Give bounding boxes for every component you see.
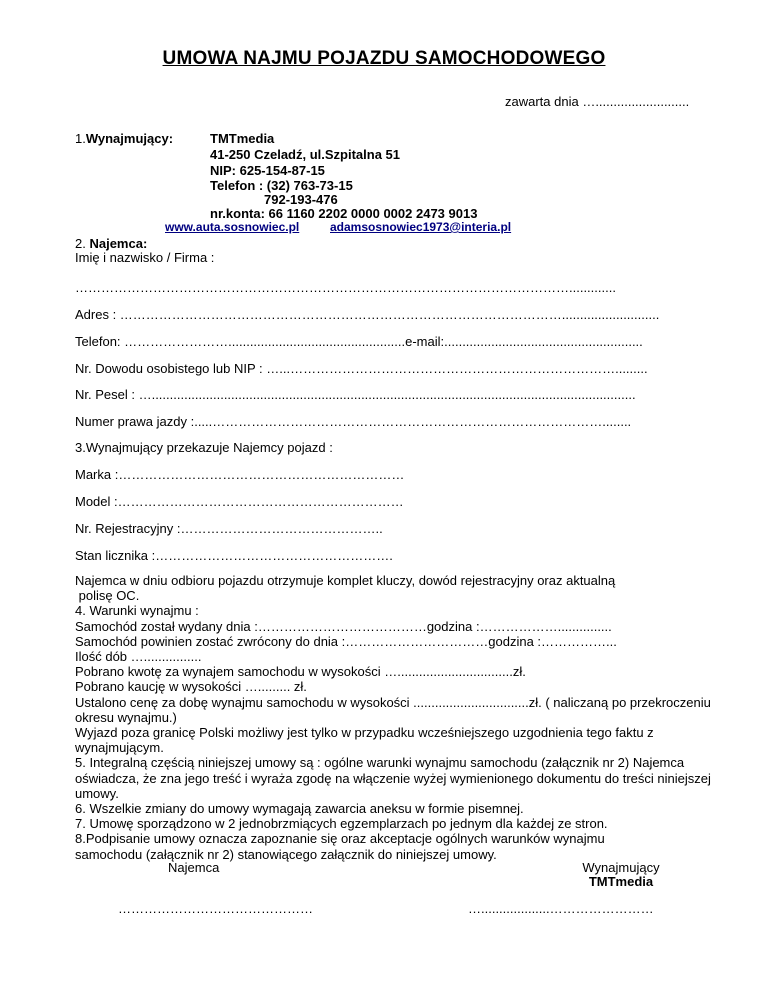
lessor-heading [75,131,173,146]
vehicle-odometer-line: Stan licznika :………………………………………………. [75,548,393,563]
term-keys-documents: Najemca w dniu odbioru pojazdu otrzymuje komplet kluczy, dowód rejestracyjny oraz aktualną [75,573,616,588]
lessor-label: Wynajmujący: [85,131,174,146]
lessee-name-label: Imię i nazwisko / Firma : [75,250,215,265]
term-daily-price: Ustalono cenę za dobę wynajmu samochodu w wysokości ................................zł. ( naliczaną po przekroczeniu okresu wynajmu.) [75,694,711,725]
email-link[interactable]: adamsosnowiec1973@interia.pl [330,220,512,234]
lessor-name: TMTmedia [210,131,275,146]
term-rental-amount: Pobrano kwotę za wynajem samochodu w wysokości …................................zł. [75,664,526,680]
lessor-account: nr.konta: 66 1160 2202 0000 0002 2473 9013 [210,206,478,221]
term-amendments: 6. Wszelkie zmiany do umowy wymagają zawarcia aneksu w formie pisemnej. [75,801,524,817]
lessee-label: Najemca: [89,236,148,251]
signature-label-lessee: Najemca [168,860,220,875]
lessor-number: 1. [75,131,86,146]
term-integral-part: 5. Integralną częścią niniejszej umowy są : ogólne warunki wynajmu samochodu (załącznik nr 2) Najemca oświadcza, że zna jego treść i wyraża zgodę na włączenie wyżej wymienionego dokumentu do treści niniejszej umowy. [75,755,711,801]
signature-lessor-name: TMTmedia [588,874,654,889]
lessor-address: 41-250 Czeladź, ul.Szpitalna 51 [210,147,401,162]
website-link[interactable]: www.auta.sosnowiec.pl [165,220,300,234]
lessor-phone-2: 792-193-476 [264,192,338,207]
lessor-phone: Telefon : (32) 763-73-15 [210,178,353,193]
signature-line-lessee: ……………………………………… [118,901,313,916]
vehicle-brand-line: Marka :………………………………………………………… [75,467,405,482]
lessee-pesel-line: Nr. Pesel : …...................................................................................................................................... [75,387,636,402]
date-line: zawarta dnia ….......................... [505,94,690,109]
term-conditions-heading: 4. Warunki wynajmu : [75,603,199,619]
term-abroad: Wyjazd poza granicę Polski możliwy jest tylko w przypadku wcześniejszego uzgodnienia tego faktu z wynajmującym. [75,725,654,756]
signature-label-lessor: Wynajmujący [582,860,660,875]
signature-line-lessor: …...................…………………… [468,901,654,916]
term-deposit: Pobrano kaucję w wysokości …......... zł. [75,679,307,695]
lessee-heading [75,236,147,251]
document-title: UMOWA NAJMU POJAZDU SAMOCHODOWEGO [162,48,606,69]
vehicle-registration-line: Nr. Rejestracyjny :……………………………………….. [75,521,383,536]
term-days: Ilość dób …................ [75,649,202,665]
lessee-license-line: Numer prawa jazdy :.....………………………………………………………………………………........ [75,414,632,429]
term-return-date: Samochód powinien zostać zwrócony do dnia :……………………………godzina :……………... [75,633,617,649]
vehicle-model-line: Model :………………………………………………………… [75,494,404,509]
term-acceptance: 8.Podpisanie umowy oznacza zapoznanie się oraz akceptacje ogólnych warunków wynajmu samochodu (załącznik nr 2) stanowiącego załącznik do niniejszej umowy. [75,831,605,862]
term-copies: 7. Umowę sporządzono w 2 jednobrzmiących egzemplarzach po jednym dla każdej ze stron. [75,816,608,832]
term-insurance: polisę OC. [75,588,140,604]
lessee-phone-line: Telefon: …………………….................................................e-mail:....................................................... [75,334,643,349]
lessee-address-line: Adres : …………………………………………………………………………………………........................... [75,307,660,322]
lessor-nip: NIP: 625-154-87-15 [210,163,325,178]
lessee-id-line: Nr. Dowodu osobistego lub NIP : …...…………………………………………………………………......... [75,361,648,376]
lessee-name-line: ……………………………………………………………………………………………………............. [75,280,616,295]
vehicle-intro: 3.Wynajmujący przekazuje Najemcy pojazd : [75,440,333,455]
lessee-number: 2. [75,236,90,251]
terms-block [75,573,720,862]
term-issue-date: Samochód został wydany dnia :…………………………………godzina :………………............... [75,618,612,634]
